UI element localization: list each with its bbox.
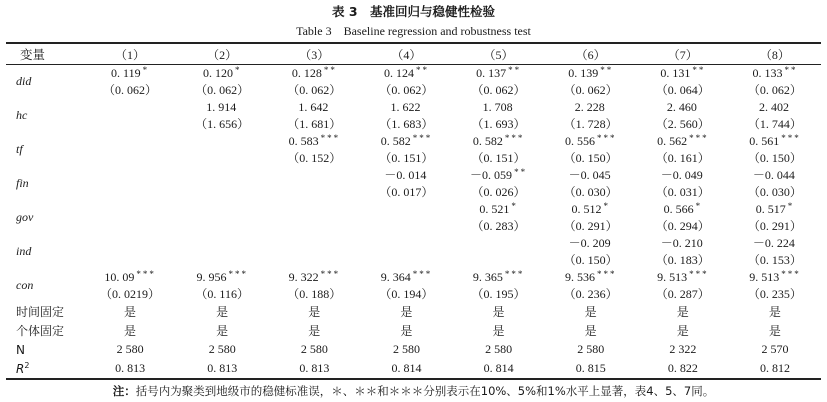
coefficient-cell	[84, 200, 176, 217]
coefficient-cell: 0. 133 **	[752, 64, 798, 80]
standard-error-cell: （0. 150）	[747, 151, 802, 165]
standard-error-cell: （0. 152）	[287, 151, 342, 165]
significance-stars: *	[142, 64, 150, 75]
coefficient-cell: －0. 209	[568, 236, 611, 250]
row-label: 个体固定	[16, 324, 65, 338]
coefficient-row	[6, 234, 821, 251]
coefficient-cell	[176, 132, 268, 149]
standard-error-cell: （0. 030）	[747, 185, 802, 199]
coefficient-cell: 0. 131 **	[660, 64, 706, 80]
significance-stars: ***	[596, 132, 617, 143]
standard-error-cell: （0. 194）	[379, 287, 434, 301]
table-cell: 0. 814	[483, 361, 514, 375]
table-cell: 是	[400, 305, 413, 319]
standard-error-cell: （0. 236）	[563, 287, 618, 301]
column-header: （7）	[667, 47, 698, 62]
coefficient-cell: 1. 622	[390, 99, 421, 114]
coefficient-cell: －0. 210	[660, 236, 703, 250]
significance-stars: ***	[781, 132, 801, 143]
table-cell: 2 580	[392, 342, 420, 356]
standard-error-cell	[268, 183, 360, 200]
coefficient-cell: 0. 583 ***	[288, 132, 341, 148]
standard-error-cell: （2. 560）	[655, 117, 710, 131]
table-cell: 是	[308, 324, 321, 338]
coefficient-cell: 2. 228	[574, 99, 605, 114]
coefficient-cell	[84, 98, 176, 115]
table-cell: 0. 813	[299, 361, 330, 375]
significance-stars: *	[603, 200, 610, 211]
coefficient-cell	[176, 234, 268, 251]
table-cell: 是	[124, 305, 137, 319]
standard-error-cell: （0. 183）	[655, 253, 710, 267]
coefficient-row	[6, 200, 821, 217]
coefficient-cell: －0. 059 **	[470, 167, 528, 182]
standard-error-cell	[84, 115, 176, 132]
coefficient-cell: 0. 137 **	[476, 64, 522, 80]
coefficient-cell: 1. 642	[298, 99, 329, 114]
standard-error-cell	[268, 251, 360, 268]
standard-error-cell: （0. 150）	[563, 253, 618, 267]
fixed-effect-row	[6, 302, 821, 321]
coefficient-row	[6, 268, 821, 285]
coefficient-cell	[268, 166, 360, 183]
coefficient-cell: 9. 536 ***	[564, 268, 617, 284]
variable-name: ind	[16, 243, 32, 258]
standard-error-row	[6, 81, 821, 98]
coefficient-cell: 0. 139 **	[568, 64, 614, 80]
coefficient-cell: 1. 708	[482, 99, 513, 114]
standard-error-cell: （0. 062）	[287, 83, 342, 97]
standard-error-cell: （0. 291）	[747, 219, 802, 233]
column-header: （1）	[115, 47, 146, 62]
significance-stars: ***	[136, 268, 156, 279]
standard-error-cell	[176, 149, 268, 166]
coefficient-cell: 9. 365 ***	[472, 268, 525, 284]
coefficient-cell: 10. 09 ***	[104, 268, 156, 284]
table-title-chinese: 表 3 基准回归与稳健性检验	[331, 4, 496, 19]
table-cell: 是	[584, 305, 597, 319]
standard-error-cell: （0. 153）	[747, 253, 802, 267]
significance-stars: ***	[504, 268, 525, 279]
coefficient-cell: 1. 914	[206, 99, 237, 114]
table-cell: 是	[584, 324, 597, 338]
standard-error-cell: （0. 031）	[655, 185, 710, 199]
standard-error-row	[6, 115, 821, 132]
significance-stars: **	[415, 64, 429, 75]
standard-error-row	[6, 217, 821, 234]
standard-error-cell: （0. 030）	[563, 185, 618, 199]
standard-error-cell: （1. 683）	[379, 117, 434, 131]
coefficient-cell: －0. 044	[752, 168, 795, 182]
standard-error-cell: （1. 656）	[195, 117, 250, 131]
table-cell: 0. 822	[667, 361, 698, 375]
significance-stars: **	[784, 64, 798, 75]
column-header: （2）	[207, 47, 238, 62]
coefficient-cell: 9. 322 ***	[288, 268, 341, 284]
r-squared-row	[6, 359, 821, 378]
significance-stars: **	[514, 167, 528, 177]
coefficient-cell	[453, 234, 545, 251]
table-cell: 是	[216, 324, 229, 338]
standard-error-cell: （0. 161）	[655, 151, 710, 165]
coefficient-cell: 9. 513 ***	[749, 268, 801, 284]
significance-stars: **	[600, 64, 614, 75]
table-cell: 2 580	[116, 342, 144, 356]
significance-stars: ***	[320, 268, 341, 279]
table-cell: 是	[492, 324, 505, 338]
standard-error-cell: （0. 062）	[379, 83, 434, 97]
coefficient-cell	[84, 166, 176, 183]
variable-name: hc	[16, 107, 28, 122]
coefficient-cell: －0. 045	[568, 168, 611, 182]
standard-error-cell	[84, 251, 176, 268]
coefficient-cell	[268, 200, 360, 217]
table-cell: 2 580	[208, 342, 236, 356]
table-cell: 2 322	[669, 342, 697, 356]
variable-name: con	[16, 277, 34, 292]
coefficient-row	[6, 132, 821, 149]
row-label: 时间固定	[16, 305, 65, 319]
table-cell: 0. 815	[575, 361, 606, 375]
table-cell: 2 580	[300, 342, 328, 356]
coefficient-cell: 0. 556 ***	[564, 132, 617, 148]
table-cell: 是	[308, 305, 321, 319]
standard-error-row	[6, 183, 821, 200]
table-title-english: Table 3 Baseline regression and robustness test	[296, 24, 531, 38]
coefficient-cell: 9. 956 ***	[196, 268, 248, 284]
standard-error-cell: （0. 188）	[287, 287, 342, 301]
standard-error-cell: （0. 0219）	[100, 287, 161, 301]
column-header: （6）	[575, 47, 606, 62]
coefficient-cell: 0. 124 **	[383, 64, 429, 80]
standard-error-cell: （0. 235）	[747, 287, 802, 301]
table-cell: 0. 813	[207, 361, 238, 375]
table-cell: 2 580	[485, 342, 513, 356]
coefficient-row	[6, 98, 821, 115]
significance-stars: *	[511, 200, 518, 211]
standard-error-cell: （1. 744）	[747, 117, 802, 131]
coefficient-cell: 0. 119 *	[111, 64, 150, 80]
significance-stars: ***	[412, 268, 433, 279]
significance-stars: **	[692, 64, 706, 75]
column-header: （3）	[299, 47, 330, 62]
coefficient-cell: －0. 224	[752, 236, 795, 250]
standard-error-cell	[176, 183, 268, 200]
standard-error-cell	[453, 251, 545, 268]
standard-error-cell: （0. 283）	[471, 219, 526, 233]
column-header: （8）	[759, 47, 790, 62]
coefficient-cell	[176, 166, 268, 183]
statistics-body	[6, 302, 821, 378]
variable-name: tf	[16, 141, 23, 156]
standard-error-cell: （0. 062）	[747, 83, 802, 97]
standard-error-row	[6, 149, 821, 166]
observations-row	[6, 340, 821, 359]
coefficient-cell: 0. 517 *	[755, 200, 795, 216]
standard-error-cell: （0. 062）	[195, 83, 250, 97]
column-header: （5）	[483, 47, 514, 62]
table-note: 注：括号内为聚类到地级市的稳健标准误，＊、＊＊和＊＊＊分别表示在10%、5%和1%水平上显著，表4、5、7同。	[112, 384, 715, 398]
standard-error-cell: （0. 151）	[471, 151, 526, 165]
coefficient-cell	[360, 200, 452, 217]
standard-error-cell	[84, 183, 176, 200]
coefficient-cell: 0. 582 ***	[380, 132, 433, 148]
header-row	[6, 44, 821, 64]
significance-stars: ***	[412, 132, 433, 143]
table-cell: 是	[768, 324, 781, 338]
coefficient-cell: －0. 014	[384, 168, 427, 182]
coefficient-cell	[84, 234, 176, 251]
standard-error-cell	[176, 217, 268, 234]
regression-table	[6, 44, 821, 378]
coefficient-cell: －0. 049	[660, 168, 703, 182]
standard-error-cell: （0. 294）	[655, 219, 710, 233]
significance-stars: ***	[689, 268, 709, 279]
standard-error-row	[6, 285, 821, 302]
row-label: $R^2$	[16, 361, 30, 376]
standard-error-cell	[268, 217, 360, 234]
standard-error-cell: （1. 681）	[287, 117, 342, 131]
coefficient-cell: 0. 120 *	[202, 64, 242, 80]
variable-name: gov	[16, 209, 34, 224]
coefficient-body	[6, 64, 821, 302]
coefficient-cell: 9. 364 ***	[380, 268, 433, 284]
table-cell: 是	[676, 305, 689, 319]
column-header: （4）	[391, 47, 422, 62]
coefficient-cell: 0. 566 *	[663, 200, 703, 216]
table-cell: 2 570	[761, 342, 789, 356]
standard-error-cell: （0. 062）	[471, 83, 526, 97]
coefficient-cell	[84, 132, 176, 149]
significance-stars: ***	[781, 268, 801, 279]
standard-error-cell	[360, 251, 452, 268]
table-cell: 0. 812	[759, 361, 790, 375]
standard-error-cell: （0. 195）	[471, 287, 526, 301]
fixed-effect-row	[6, 321, 821, 340]
significance-stars: ***	[504, 132, 525, 143]
standard-error-cell: （1. 693）	[471, 117, 526, 131]
variable-name: did	[16, 73, 32, 88]
standard-error-cell: （0. 151）	[379, 151, 434, 165]
table-cell: 0. 813	[115, 361, 146, 375]
coefficient-cell: 0. 561 ***	[749, 132, 801, 148]
table-cell: 是	[400, 324, 413, 338]
variable-header: 变量	[20, 47, 46, 62]
standard-error-cell	[360, 217, 452, 234]
significance-stars: ***	[689, 132, 709, 143]
standard-error-cell: （0. 116）	[195, 287, 249, 301]
coefficient-cell: 9. 513 ***	[657, 268, 709, 284]
standard-error-cell: （0. 150）	[563, 151, 618, 165]
coefficient-cell: 0. 128 **	[291, 64, 337, 80]
coefficient-cell	[360, 234, 452, 251]
standard-error-cell: （1. 728）	[563, 117, 618, 131]
coefficient-cell: 0. 562 ***	[657, 132, 709, 148]
coefficient-row	[6, 64, 821, 81]
table-cell: 是	[676, 324, 689, 338]
significance-stars: *	[234, 64, 242, 75]
standard-error-cell	[84, 149, 176, 166]
coefficient-cell	[268, 234, 360, 251]
standard-error-row	[6, 251, 821, 268]
table-cell: 0. 814	[391, 361, 422, 375]
significance-stars: ***	[596, 268, 617, 279]
significance-stars: ***	[320, 132, 341, 143]
variable-name: fin	[16, 175, 29, 190]
coefficient-cell: 0. 521 *	[479, 200, 518, 216]
table-cell: 是	[768, 305, 781, 319]
coefficient-cell: 0. 512 *	[571, 200, 610, 216]
standard-error-cell: （0. 017）	[379, 185, 434, 199]
significance-stars: *	[787, 200, 795, 211]
significance-stars: *	[695, 200, 703, 211]
coefficient-cell	[176, 200, 268, 217]
table-cell: 是	[216, 305, 229, 319]
standard-error-cell: （0. 291）	[563, 219, 618, 233]
table-cell: 是	[124, 324, 137, 338]
standard-error-cell: （0. 062）	[563, 83, 618, 97]
table-cell: 2 580	[577, 342, 605, 356]
coefficient-cell: 2. 402	[758, 99, 789, 114]
coefficient-row	[6, 166, 821, 183]
standard-error-cell: （0. 064）	[655, 83, 710, 97]
standard-error-cell: （0. 026）	[471, 185, 526, 199]
table-cell: 是	[492, 305, 505, 319]
significance-stars: ***	[228, 268, 248, 279]
significance-stars: **	[323, 64, 337, 75]
standard-error-cell: （0. 287）	[655, 287, 710, 301]
significance-stars: **	[508, 64, 522, 75]
coefficient-cell: 0. 582 ***	[472, 132, 525, 148]
standard-error-cell: （0. 062）	[103, 83, 158, 97]
coefficient-cell: 2. 460	[666, 99, 697, 114]
row-label: N	[16, 342, 25, 357]
bottom-rule	[6, 378, 821, 380]
standard-error-cell	[84, 217, 176, 234]
standard-error-cell	[176, 251, 268, 268]
